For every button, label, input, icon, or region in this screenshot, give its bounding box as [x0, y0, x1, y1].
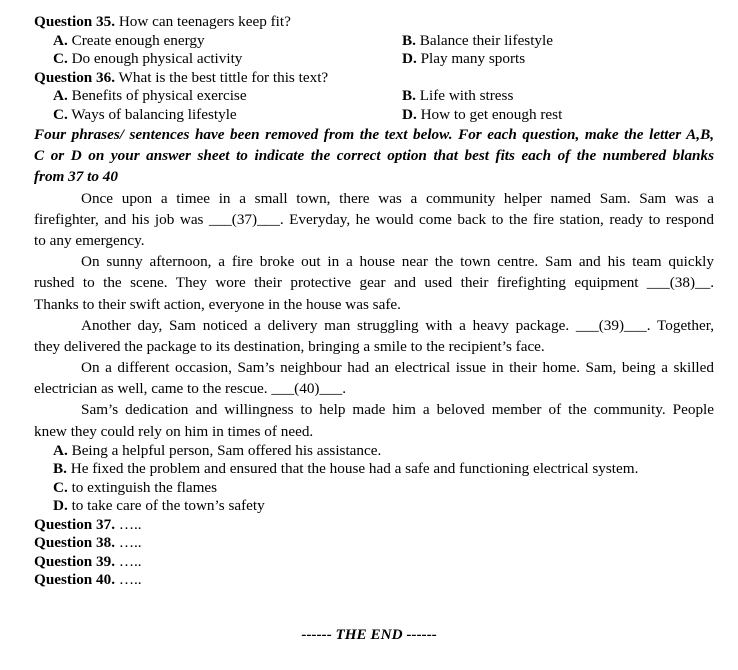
question-stem: What is the best tittle for this text?: [115, 68, 329, 86]
answer-line-40: Question 40. …..: [34, 571, 142, 589]
option-b: B. Life with stress: [402, 87, 514, 104]
question-label: Question 35.: [34, 13, 116, 30]
question-stem: How can teenagers keep fit?: [115, 13, 291, 30]
worksheet-page: [34, 13, 714, 590]
option-d: D. How to get enough rest: [402, 105, 563, 123]
answer-line-37: Question 37. …..: [34, 515, 142, 533]
options-row: [34, 106, 714, 125]
options-row: [34, 50, 714, 69]
passage-line: Sam’s dedication and willingness to help made him a beloved member of the community. People: [81, 401, 714, 419]
answer-line-38: Question 38. …..: [34, 534, 142, 552]
options-row: [34, 87, 714, 106]
passage-line: to any emergency.: [34, 231, 145, 249]
passage-line: Thanks to their swift action, everyone in the house was safe.: [34, 295, 401, 313]
answer-option-a: A. Being a helpful person, Sam offered his assistance.: [53, 441, 382, 459]
passage-line: Another day, Sam noticed a delivery man struggling with a heavy package. ___(39)___. Together,: [81, 316, 714, 334]
passage-line: rushed to the scene. They wore their protective gear and used their firefighting equipment ___(38)__.: [34, 274, 714, 292]
options-row: [34, 32, 714, 51]
answer-option-b: B. He fixed the problem and ensured that the house had a safe and functioning electrical system.: [53, 460, 639, 478]
answer-option-d: D. to take care of the town’s safety: [53, 497, 265, 515]
passage: [34, 188, 714, 442]
option-c: C. Ways of balancing lifestyle: [53, 105, 237, 123]
passage-line: firefighter, and his job was ___(37)___. Everyday, he would come back to the fire station, ready to respond: [34, 210, 714, 228]
answer-option-c: C. to extinguish the flames: [53, 478, 218, 496]
passage-line: On sunny afternoon, a fire broke out in a house near the town centre. Sam and his team quickly: [81, 253, 714, 271]
passage-line: Once upon a timee in a small town, there was a community helper named Sam. Sam was a: [81, 189, 714, 207]
option-a: A. Create enough energy: [53, 31, 205, 49]
option-a: A. Benefits of physical exercise: [53, 87, 247, 104]
answer-lines: [34, 516, 714, 590]
question-35: [34, 13, 714, 32]
passage-line: they delivered the package to its destination, bringing a smile to the recipient’s face.: [34, 337, 545, 355]
option-b: B. Balance their lifestyle: [402, 31, 553, 49]
option-d: D. Play many sports: [402, 50, 526, 67]
instructions: Four phrases/ sentences have been removed from the text below. For each question, make the letter A,B, C or D on your answer sheet to indicate the correct option that best fits each of the numbered blanks from 37 to 40: [34, 126, 714, 186]
passage-line: electrician as well, came to the rescue. ___(40)___.: [34, 380, 347, 398]
option-c: C. Do enough physical activity: [53, 50, 243, 67]
question-36: [34, 69, 714, 88]
answer-line-39: Question 39. …..: [34, 552, 142, 570]
answer-options: [34, 442, 714, 516]
passage-line: knew they could rely on him in times of need.: [34, 422, 314, 440]
the-end-footer: ------ THE END ------: [301, 626, 437, 643]
question-label: Question 36.: [34, 68, 116, 86]
passage-line: On a different occasion, Sam’s neighbour had an electrical issue in their home. Sam, being a skilled: [81, 359, 714, 377]
